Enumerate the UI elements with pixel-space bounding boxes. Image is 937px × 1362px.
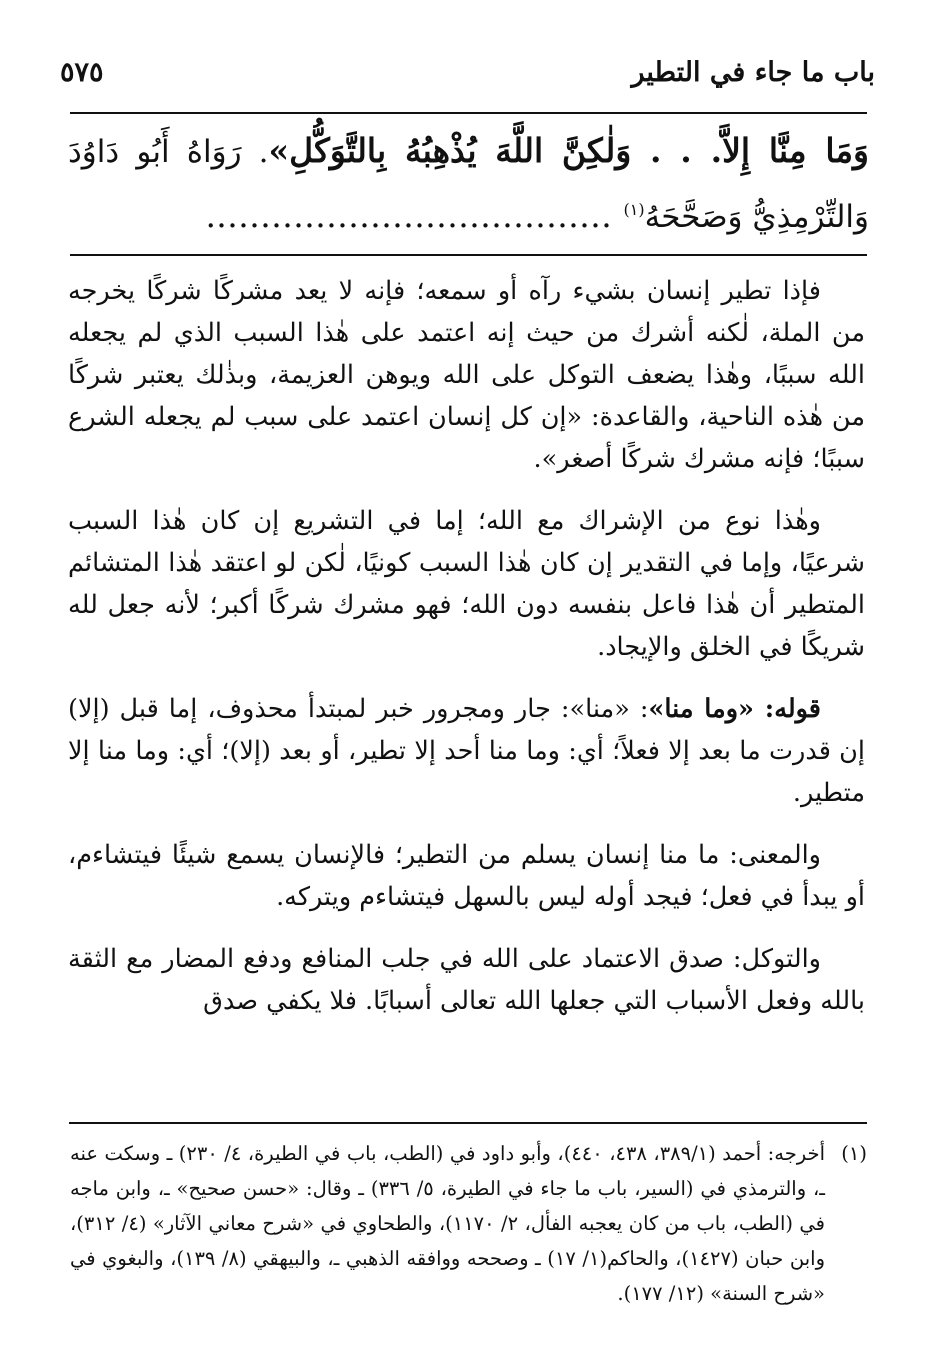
footnote-number: (١) bbox=[841, 1142, 867, 1165]
hadith-reference: . رَوَاهُ أَبُو دَاوُدَ وَالتِّرْمِذِيُّ وَصَحَّحَهُ bbox=[68, 134, 869, 235]
paragraph-text: : «منا»: جار ومجرور خبر لمبتدأ محذوف، إما قبل (إلا) إن قدرت ما بعد إلا فعلاً؛ أي: وما منا أحد إلا تطير، أو بعد (إلا)؛ أي: وما منا إلا متطير. bbox=[68, 694, 865, 808]
paragraph: والتوكل: صدق الاعتماد على الله في جلب المنافع ودفع المضار مع الثقة بالله وفعل الأسباب التي جعلها الله تعالى أسبابًا. فلا يكفي صدق bbox=[68, 944, 865, 1016]
footnote-marker: (١) bbox=[623, 200, 645, 219]
paragraph bbox=[68, 688, 865, 814]
hadith-text: وَمَا مِنَّا إِلاَّ. . . وَلٰكِنَّ اللَّهَ يُذْهِبُهُ بِالتَّوَكُّلِ» bbox=[268, 131, 869, 170]
header-rule bbox=[70, 112, 867, 114]
footnote-rule bbox=[69, 1122, 867, 1124]
footnote bbox=[70, 1136, 867, 1311]
paragraph: والمعنى: ما منا إنسان يسلم من التطير؛ فالإنسان يسمع شيئًا فيتشاءم، أو يبدأ في فعل؛ فيجد أوله ليس بالسهل فيتشاءم ويتركه. bbox=[68, 840, 865, 912]
commentary-body bbox=[68, 270, 865, 1042]
page-number: ٥٧٥ bbox=[60, 56, 104, 88]
hadith-rule bbox=[70, 254, 867, 256]
paragraph: فإذا تطير إنسان بشيء رآه أو سمعه؛ فإنه لا يعد مشركًا شركًا يخرجه من الملة، لٰكنه أشرك من حيث إنه اعتمد على هٰذا السبب الذي لم يجعله الله سببًا، وهٰذا يضعف التوكل على الله ويوهن العزيمة، وبذٰلك يعتبر شركًا من هٰذه الناحية، والقاعدة: «إن كل إنسان اعتمد على سبب لم يجعله الشرع سببًا؛ فإنه مشرك شركًا أصغر». bbox=[68, 276, 865, 474]
running-title: باب ما جاء في التطير bbox=[631, 56, 875, 88]
page-header bbox=[60, 52, 875, 92]
quote-label: قوله: «وما منا» bbox=[648, 694, 821, 724]
paragraph: وهٰذا نوع من الإشراك مع الله؛ إما في التشريع إن كان هٰذا السبب شرعيًا، وإما في التقدير إن كان هٰذا السبب كونيًا، لٰكن لو اعتقد هٰذا المتشائم المتطير أن هٰذا فاعل بنفسه دون الله؛ فهو مشرك شركًا أكبر؛ لأنه جعل لله شريكًا في الخلق والإيجاد. bbox=[68, 506, 865, 662]
hadith-block bbox=[68, 122, 869, 246]
dotted-leader: ………………………………. bbox=[205, 196, 612, 235]
footnote-text: أخرجه: أحمد (٣٨٩/١، ٤٣٨، ٤٤٠)، وأبو داود في (الطب، باب في الطيرة، ٤/ ٢٣٠) ـ وسكت عنه ـ، والترمذي في (السير، باب ما جاء في الطيرة، ٥/ ٣٣٦) ـ وقال: «حسن صحيح» ـ، وابن ماجه في (الطب، باب من كان يعجبه الفأل، ٢/ ١١٧٠)، والطحاوي في «شرح معاني الآثار» (٤/ ٣١٢)، وابن حبان (١٤٢٧)، والحاكم(١/ ١٧) ـ وصححه ووافقه الذهبي ـ، والبيهقي (٨/ ١٣٩)، والبغوي في «شرح السنة» (١٢/ ١٧٧). bbox=[70, 1142, 825, 1305]
